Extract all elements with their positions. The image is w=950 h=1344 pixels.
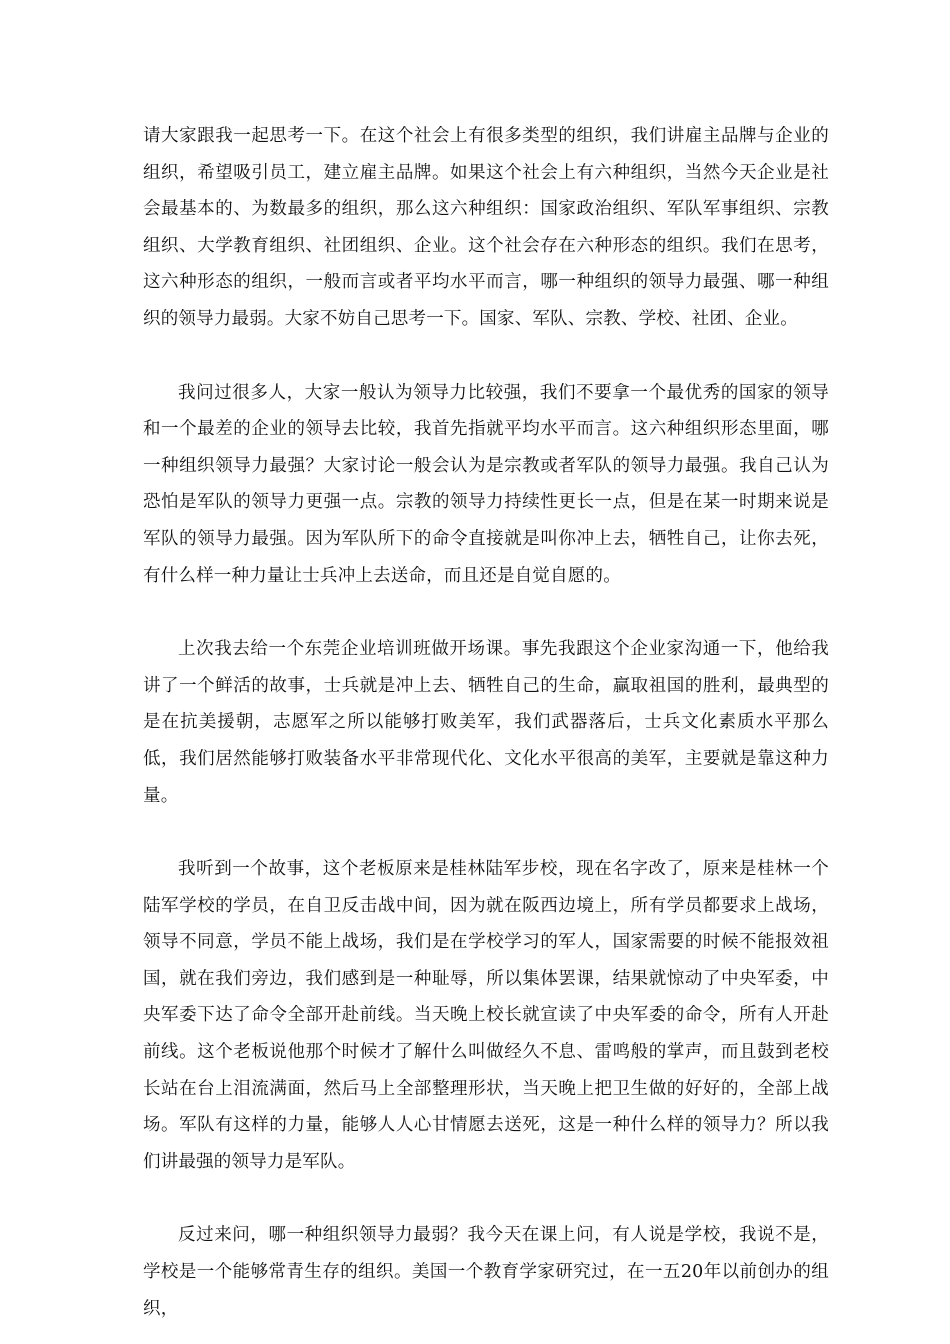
paragraph-2: 我问过很多人，大家一般认为领导力比较强，我们不要拿一个最优秀的国家的领导和一个最差的企业的领导去比较，我首先指就平均水平而言。这六种组织形态里面，哪一种组织领导力最强？大家讨论一般会认为是宗教或者军队的领导力最强。我自己认为恐怕是军队的领导力更强一点。宗教的领导力持续性更长一点，但是在某一时期来说是军队的领导力最强。因为军队所下的命令直接就是叫你冲上去，牺牲自己，让你去死，有什么样一种力量让士兵冲上去送命，而且还是自觉自愿的。: [143, 382, 829, 586]
paragraph-5: 反过来问，哪一种组织领导力最弱？我今天在课上问，有人说是学校，我说不是，学校是一个能够常青生存的组织。美国一个教育学家研究过，在一五20年以前创办的组织，: [143, 1225, 829, 1319]
document-body: [143, 118, 829, 1327]
paragraph-3: 上次我去给一个东莞企业培训班做开场课。事先我跟这个企业家沟通一下，他给我讲了一个鲜活的故事，士兵就是冲上去、牺牲自己的生命，赢取祖国的胜利，最典型的是在抗美援朝，志愿军之所以能够打败美军，我们武器落后，士兵文化素质水平那么低，我们居然能够打败装备水平非常现代化、文化水平很高的美军，主要就是靠这种力量。: [143, 639, 829, 806]
paragraph-1: 请大家跟我一起思考一下。在这个社会上有很多类型的组织，我们讲雇主品牌与企业的组织，希望吸引员工，建立雇主品牌。如果这个社会上有六种组织，当然今天企业是社会最基本的、为数最多的组织，那么这六种组织：国家政治组织、军队军事组织、宗教组织、大学教育组织、社团组织、企业。这个社会存在六种形态的组织。我们在思考，这六种形态的组织，一般而言或者平均水平而言，哪一种组织的领导力最强、哪一种组织的领导力最弱。大家不妨自己思考一下。国家、军队、宗教、学校、社团、企业。: [143, 126, 829, 329]
paragraph-4: 我听到一个故事，这个老板原来是桂林陆军步校，现在名字改了，原来是桂林一个陆军学校的学员，在自卫反击战中间，因为就在阪西边境上，所有学员都要求上战场，领导不同意，学员不能上战场，我们是在学校学习的军人，国家需要的时候不能报效祖国，就在我们旁边，我们感到是一种耻辱，所以集体罢课，结果就惊动了中央军委，中央军委下达了命令全部开赴前线。当天晚上校长就宣读了中央军委的命令，所有人开赴前线。这个老板说他那个时候才了解什么叫做经久不息、雷鸣般的掌声，而且鼓到老校长站在台上泪流满面，然后马上全部整理形状，当天晚上把卫生做的好好的，全部上战场。军队有这样的力量，能够人人心甘情愿去送死，这是一种什么样的领导力？所以我们讲最强的领导力是军队。: [143, 859, 829, 1172]
